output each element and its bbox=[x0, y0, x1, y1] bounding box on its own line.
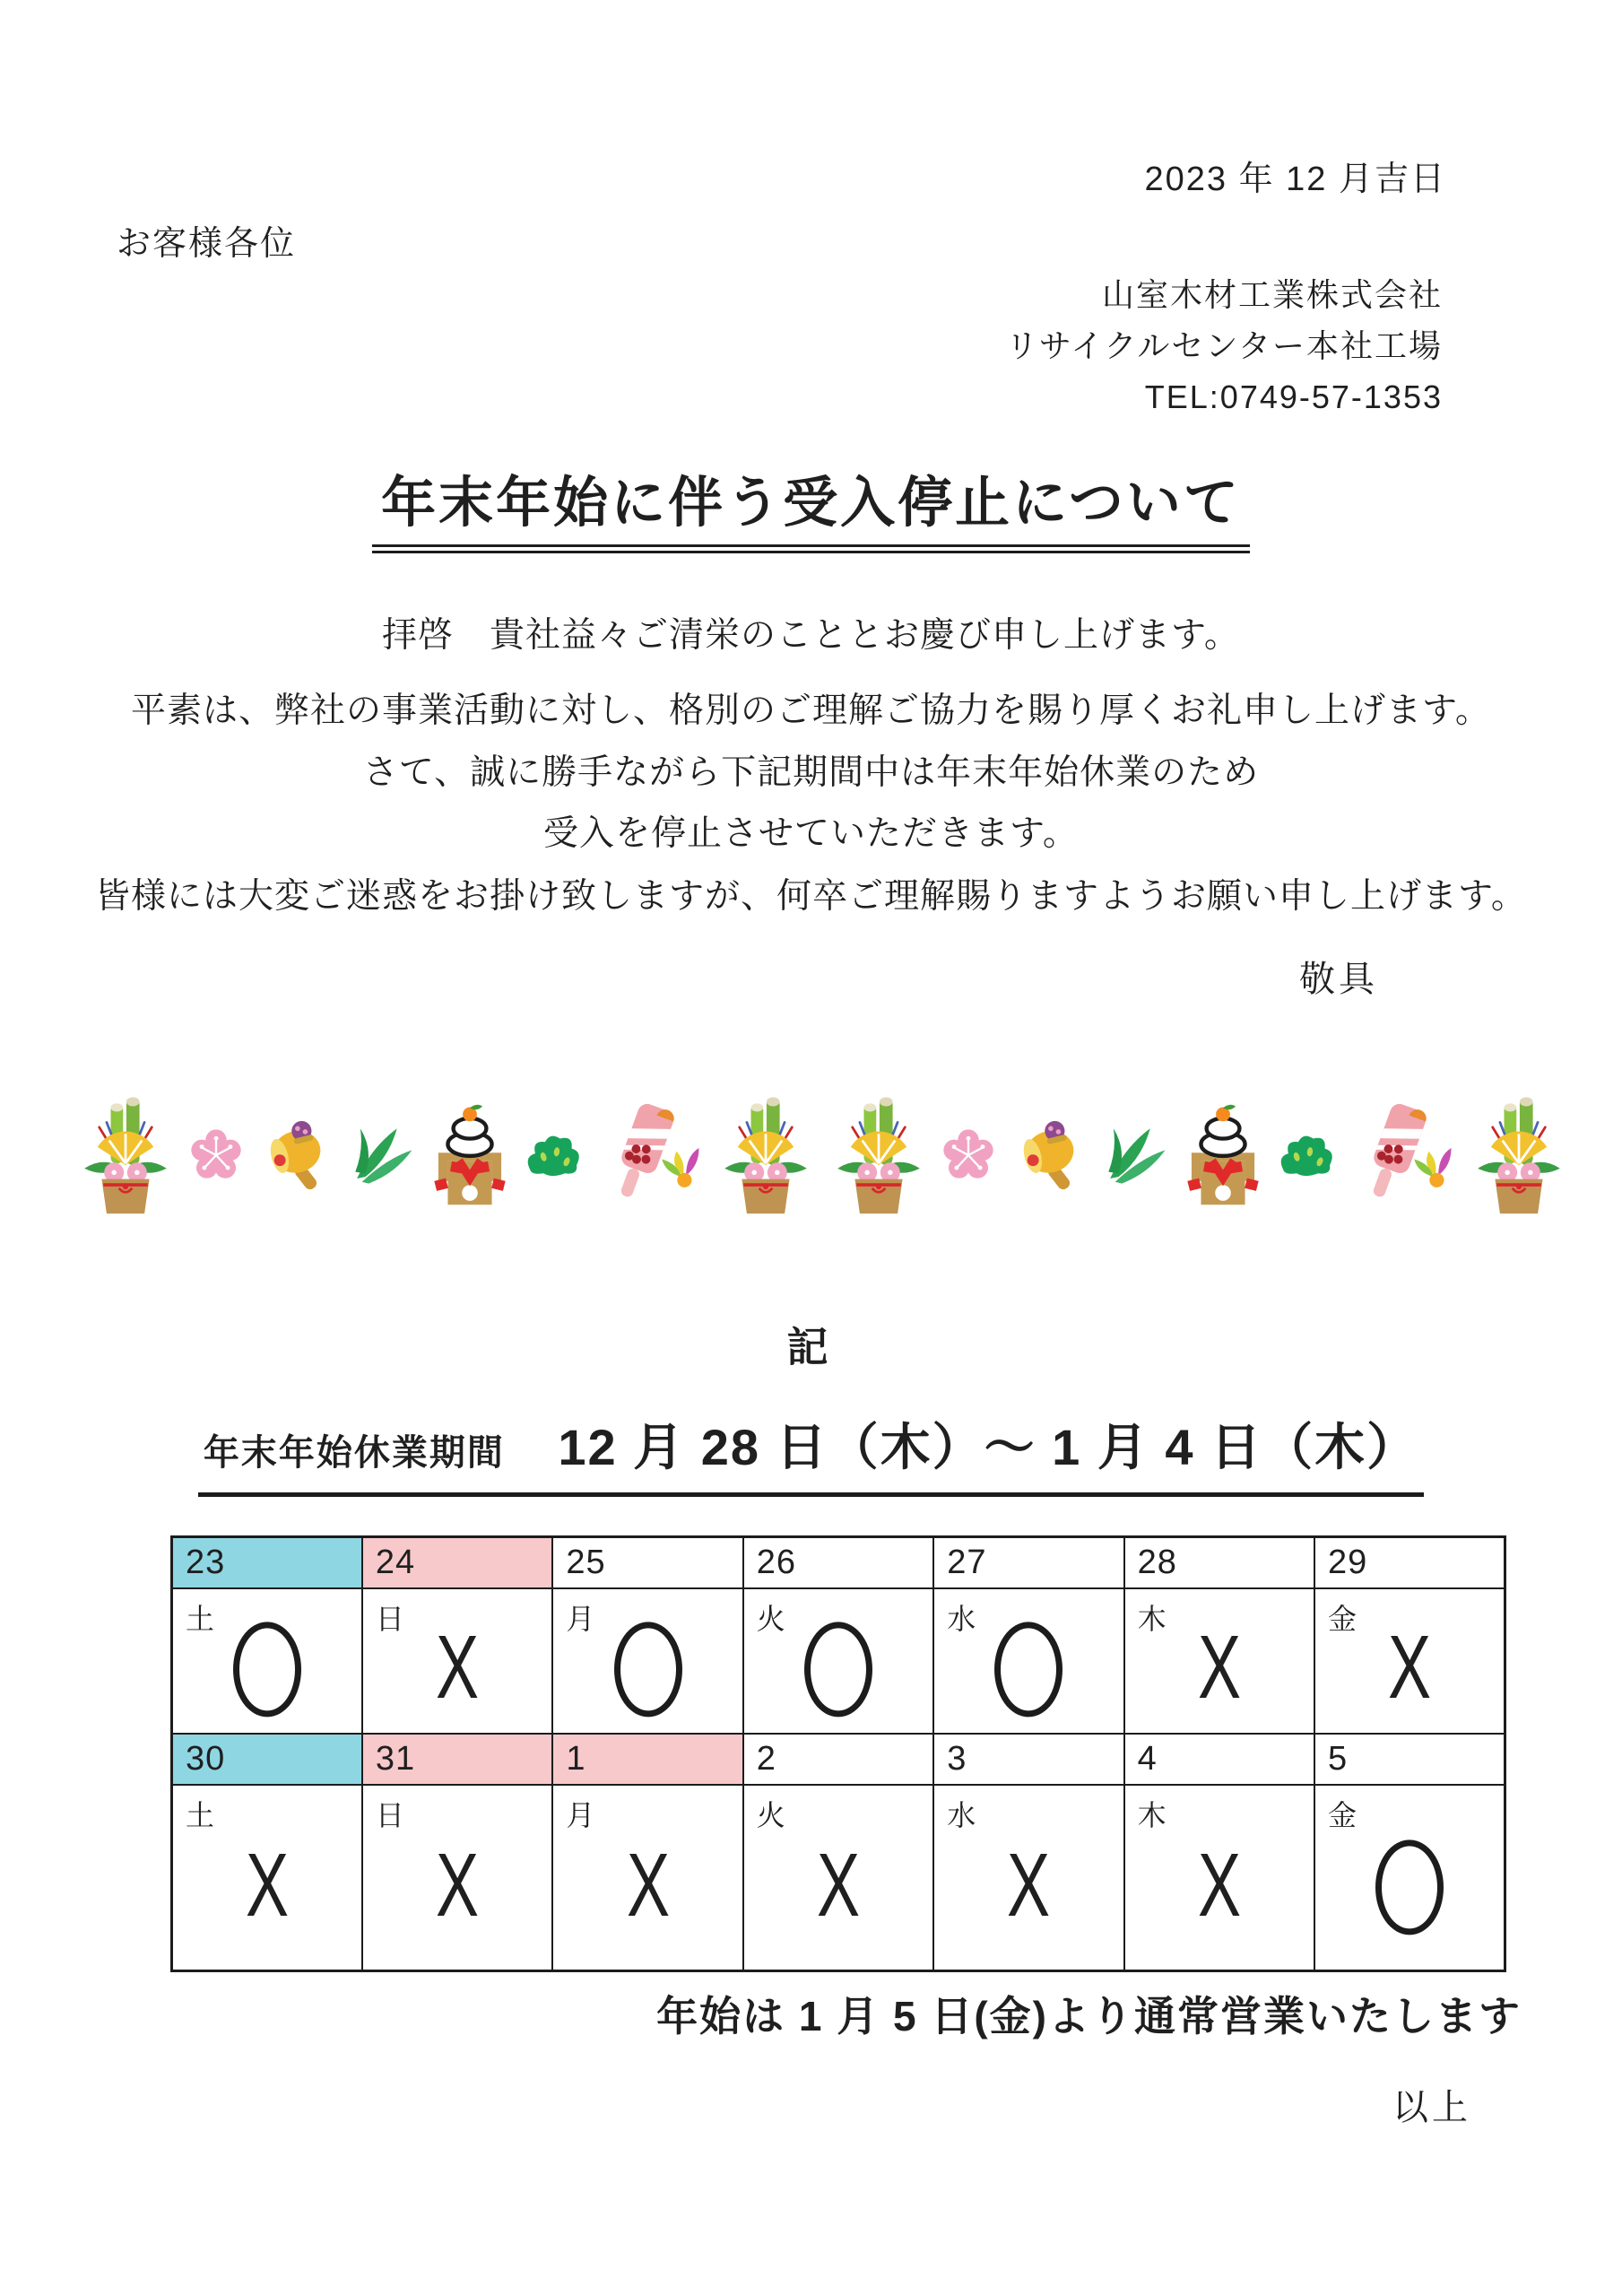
day-of-week-label: 土 bbox=[186, 1603, 215, 1635]
calendar-date-cell: 25 bbox=[552, 1537, 742, 1589]
calendar-date-cell: 31 bbox=[362, 1734, 552, 1785]
closed-mark: X bbox=[1388, 1617, 1432, 1718]
day-of-week-label: 木 bbox=[1137, 1603, 1167, 1635]
hagoita-icon bbox=[603, 1101, 703, 1210]
kadomatsu-icon bbox=[76, 1096, 175, 1215]
closing-salutation: 敬具 bbox=[1299, 960, 1378, 999]
closed-mark: X bbox=[816, 1834, 860, 1935]
company-tel: TEL:0749-57-1353 bbox=[1144, 378, 1443, 415]
company-site: リサイクルセンター本社工場 bbox=[1005, 327, 1443, 364]
calendar-date-cell: 27 bbox=[933, 1537, 1123, 1589]
day-of-week-label: 火 bbox=[756, 1799, 785, 1831]
day-of-week-label: 月 bbox=[566, 1799, 595, 1831]
calendar-day-cell bbox=[172, 1785, 362, 1971]
hagoita-icon bbox=[1355, 1101, 1455, 1210]
calendar-day-cell bbox=[1124, 1588, 1314, 1734]
open-mark bbox=[1375, 1839, 1444, 1935]
end-mark: 以上 bbox=[1392, 2088, 1471, 2127]
day-of-week-label: 土 bbox=[186, 1799, 215, 1831]
calendar-date-cell: 28 bbox=[1124, 1537, 1314, 1589]
calendar-body bbox=[172, 1537, 1505, 1971]
body-text bbox=[0, 617, 1622, 916]
open-mark bbox=[804, 1622, 872, 1718]
body-paragraph: 受入を停止させていただきます。 bbox=[543, 814, 1079, 853]
resume-business-line: 年始は 1 月 5 日(金)より通常営業いたします bbox=[656, 1993, 1522, 2039]
title-wrap bbox=[0, 459, 1622, 553]
day-of-week-label: 金 bbox=[1328, 1799, 1357, 1831]
kadomatsu-icon bbox=[829, 1096, 928, 1215]
bamboo-leaves-icon bbox=[347, 1120, 417, 1190]
calendar-day-cell bbox=[362, 1785, 552, 1971]
calendar-day-cell bbox=[1314, 1785, 1505, 1971]
closed-mark: X bbox=[1197, 1617, 1241, 1718]
day-of-week-label: 火 bbox=[756, 1603, 785, 1635]
closed-mark: X bbox=[626, 1834, 670, 1935]
closure-period bbox=[198, 1408, 1424, 1497]
gold-mallet-icon bbox=[1010, 1118, 1086, 1194]
calendar-day-cell bbox=[743, 1588, 933, 1734]
calendar-date-cell: 1 bbox=[552, 1734, 742, 1785]
day-of-week-label: 月 bbox=[566, 1603, 595, 1635]
closed-mark: X bbox=[436, 1834, 480, 1935]
calendar-day-cell bbox=[933, 1588, 1123, 1734]
day-of-week-label: 金 bbox=[1328, 1603, 1357, 1635]
plum-blossom-icon bbox=[189, 1128, 243, 1182]
calendar-day-cell bbox=[362, 1588, 552, 1734]
calendar-date-cell: 23 bbox=[172, 1537, 362, 1589]
closure-period-wrap bbox=[0, 1408, 1622, 1497]
body-paragraph: 拝啓 貴社益々ご清栄のこととお慶び申し上げます。 bbox=[382, 616, 1240, 655]
company-name: 山室木材工業株式会社 bbox=[1101, 276, 1443, 313]
ki-heading: 記 bbox=[786, 1324, 836, 1370]
company-block bbox=[0, 269, 1622, 422]
calendar-day-cell bbox=[1124, 1785, 1314, 1971]
new-year-decoration-row bbox=[76, 1085, 1568, 1225]
kadomatsu-icon bbox=[716, 1096, 815, 1215]
body-paragraph: さて、誠に勝手ながら下記期間中は年末年始休業のため bbox=[362, 753, 1260, 792]
calendar-day-cell bbox=[552, 1785, 742, 1971]
calendar-date-cell: 5 bbox=[1314, 1734, 1505, 1785]
calendar-day-cell bbox=[1314, 1588, 1505, 1734]
calendar-date-cell: 29 bbox=[1314, 1537, 1505, 1589]
kagami-mochi-icon bbox=[430, 1104, 509, 1206]
page-title: 年末年始に伴う受入停止について bbox=[372, 459, 1250, 553]
day-of-week-label: 水 bbox=[947, 1603, 976, 1635]
calendar-day-cell bbox=[743, 1785, 933, 1971]
calendar-date-cell: 24 bbox=[362, 1537, 552, 1589]
body-paragraph: 平素は、弊社の事業活動に対し、格別のご理解ご協力を賜り厚くお礼申し上げます。 bbox=[131, 691, 1491, 730]
pine-icon bbox=[524, 1132, 588, 1178]
kagami-mochi-icon bbox=[1184, 1104, 1262, 1206]
open-mark bbox=[233, 1622, 301, 1718]
closed-mark: X bbox=[1007, 1834, 1051, 1935]
closed-mark: X bbox=[436, 1617, 480, 1718]
closure-period-label: 年末年始休業期間 bbox=[203, 1433, 505, 1473]
open-mark bbox=[994, 1622, 1063, 1718]
calendar-date-cell: 26 bbox=[743, 1537, 933, 1589]
calendar-date-cell: 2 bbox=[743, 1734, 933, 1785]
day-of-week-label: 日 bbox=[375, 1799, 404, 1831]
kadomatsu-icon bbox=[1470, 1096, 1568, 1215]
gold-mallet-icon bbox=[256, 1118, 333, 1194]
addressee: お客様各位 bbox=[117, 225, 297, 263]
closed-mark: X bbox=[245, 1834, 289, 1935]
day-of-week-label: 日 bbox=[375, 1603, 404, 1635]
calendar-day-cell bbox=[552, 1588, 742, 1734]
closure-period-value: 12 月 28 日（木）～ 1 月 4 日（木） bbox=[558, 1419, 1419, 1475]
calendar-date-cell: 4 bbox=[1124, 1734, 1314, 1785]
calendar-day-cell bbox=[172, 1588, 362, 1734]
body-paragraph: 皆様には大変ご迷惑をお掛け致しますが、何卒ご理解賜りますようお願い申し上げます。 bbox=[95, 877, 1527, 916]
bamboo-leaves-icon bbox=[1100, 1120, 1170, 1190]
pine-icon bbox=[1277, 1132, 1341, 1178]
closed-mark: X bbox=[1197, 1834, 1241, 1935]
open-mark bbox=[614, 1622, 682, 1718]
calendar-date-cell: 3 bbox=[933, 1734, 1123, 1785]
closure-calendar bbox=[170, 1535, 1506, 1972]
plum-blossom-icon bbox=[941, 1128, 995, 1182]
calendar-day-cell bbox=[933, 1785, 1123, 1971]
calendar-date-cell: 30 bbox=[172, 1734, 362, 1785]
day-of-week-label: 木 bbox=[1137, 1799, 1167, 1831]
document-date: 2023 年 12 月吉日 bbox=[1144, 161, 1446, 198]
day-of-week-label: 水 bbox=[947, 1799, 976, 1831]
